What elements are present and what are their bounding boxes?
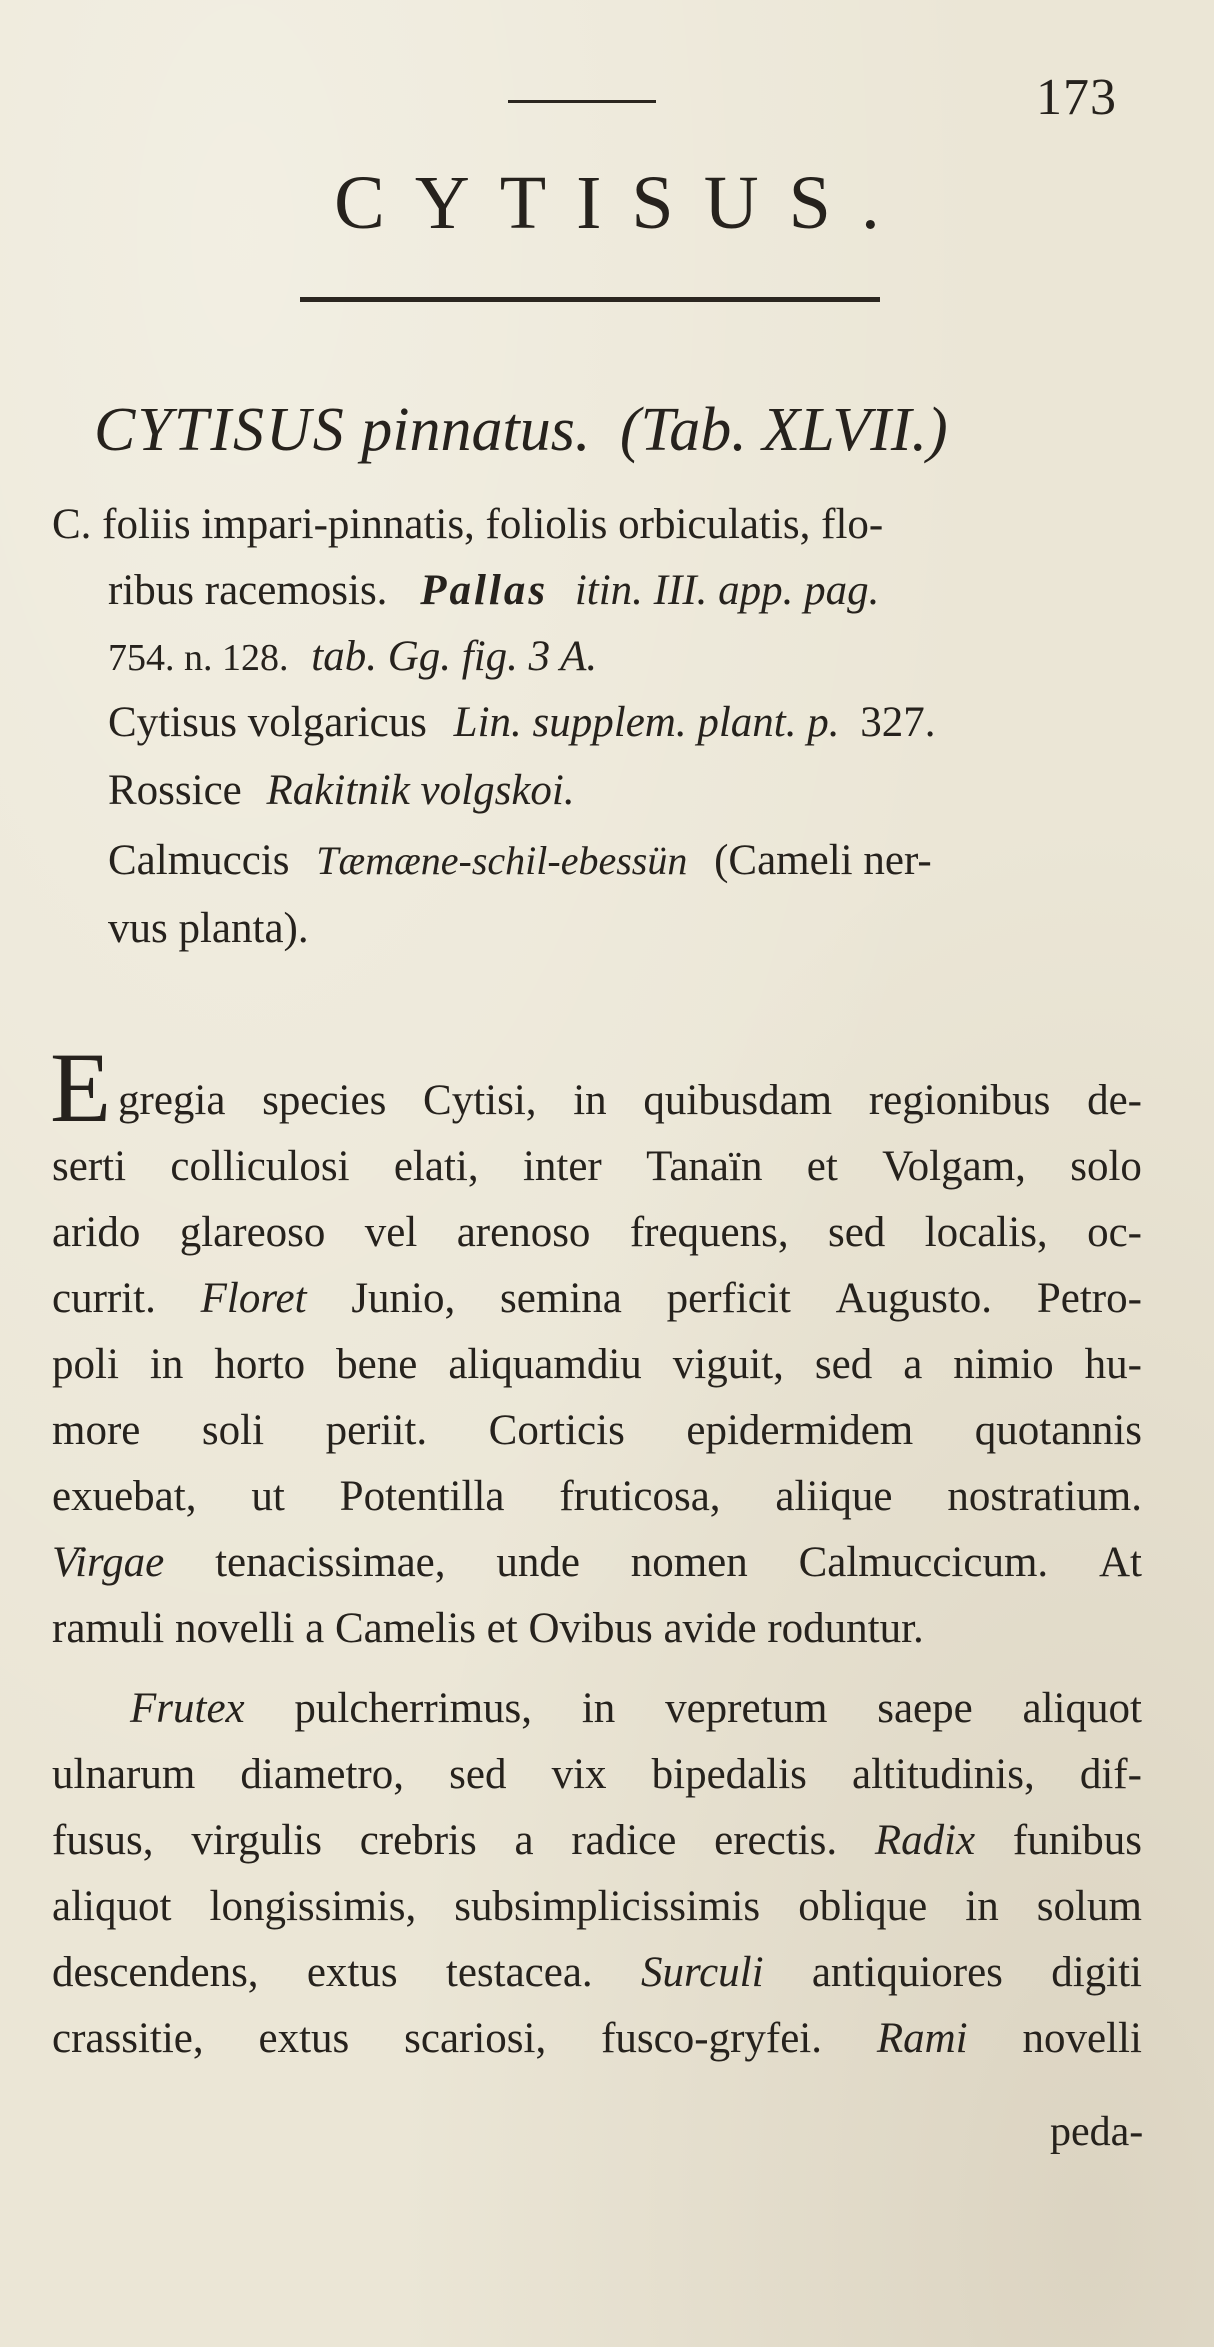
word: scariosi, [404, 2015, 547, 2062]
text-line [52, 1538, 1142, 1587]
synonymy-line [108, 904, 309, 953]
keyword-floret: Floret [200, 1275, 307, 1322]
word: solum [1036, 1883, 1142, 1930]
word: At [1098, 1539, 1142, 1586]
word: longissimis, [209, 1883, 417, 1930]
species-genus: CYTISUS [94, 396, 346, 464]
word: horto [214, 1341, 306, 1388]
word: arido [52, 1209, 141, 1256]
word: fruticosa, [559, 1473, 721, 1520]
word: Augusto. [835, 1275, 993, 1322]
word: epidermidem [686, 1407, 914, 1454]
word: aliique [775, 1473, 893, 1520]
word: periit. [325, 1407, 428, 1454]
text-line [52, 1816, 1142, 1865]
word: aliquamdiu [448, 1341, 642, 1388]
text-line [52, 1208, 1142, 1257]
word: ramuli novelli a Camelis et Ovibus avide roduntur. [52, 1605, 924, 1652]
word: nostratium. [947, 1473, 1142, 1520]
word: funibus [1012, 1817, 1142, 1864]
word: unde [496, 1539, 580, 1586]
word: fusco-gryfei. [601, 2015, 822, 2062]
word: bipedalis [651, 1751, 807, 1798]
word: sed [449, 1751, 507, 1798]
word: novelli [1022, 2015, 1142, 2062]
header-rule [508, 100, 656, 103]
page-number: 173 [1036, 69, 1117, 126]
word: extus [306, 1949, 398, 1996]
word: tenacissimae, [215, 1539, 446, 1586]
word: ut [251, 1473, 285, 1520]
word: oc- [1087, 1209, 1142, 1256]
synonymy-line [52, 500, 883, 549]
word: serti [52, 1143, 127, 1190]
word: species [262, 1077, 387, 1124]
word: Calmuccicum. [798, 1539, 1049, 1586]
word: in [573, 1077, 607, 1124]
word: Potentilla [339, 1473, 505, 1520]
word: saepe [877, 1685, 973, 1732]
word: crebris [359, 1817, 477, 1864]
word: subsimplicissimis [454, 1883, 761, 1930]
text-line [52, 1472, 1142, 1521]
word: vel [364, 1209, 418, 1256]
word: nomen [630, 1539, 748, 1586]
word: vepretum [665, 1685, 828, 1732]
text-line [52, 1948, 1142, 1997]
citation-text: 327. [860, 699, 936, 746]
word: hu- [1084, 1341, 1142, 1388]
word: bene [336, 1341, 418, 1388]
citation-text: Lin. supplem. plant. p. [453, 699, 840, 746]
diagnosis-text: C. foliis impari-pinnatis, foliolis orbiculatis, flo- [52, 501, 884, 548]
vernacular-translation: (Cameli ner- [714, 837, 932, 884]
text-line [130, 1684, 1142, 1733]
diagnosis-text: ribus racemosis. [108, 567, 388, 614]
word: extus [258, 2015, 350, 2062]
word: currit. [52, 1275, 156, 1322]
word: Tanaïn [646, 1143, 763, 1190]
text-line [52, 1604, 1142, 1653]
word: a [903, 1341, 923, 1388]
word: soli [201, 1407, 265, 1454]
species-epithet: pinnatus. [361, 396, 591, 464]
word: gregia [118, 1077, 226, 1124]
keyword-virgae: Virgae [52, 1539, 165, 1586]
synonymy-line [108, 836, 932, 885]
word: aliquot [52, 1883, 172, 1930]
synonymy-line [108, 766, 575, 815]
word: pulcherrimus, [294, 1685, 533, 1732]
word: a [514, 1817, 534, 1864]
word: descendens, [52, 1949, 259, 1996]
word: in [149, 1341, 184, 1388]
drop-cap: E [50, 1032, 112, 1143]
vernacular-name: Tæmæne-schil-ebessün [316, 838, 688, 883]
synonym-name: Cytisus volgaricus [108, 699, 427, 746]
keyword-surculi: Surculi [640, 1949, 764, 1996]
vernacular-language: Calmuccis [108, 837, 290, 884]
word: Junio, [351, 1275, 456, 1322]
title-rule [300, 297, 880, 302]
word: et [806, 1143, 838, 1190]
word: de- [1087, 1077, 1142, 1124]
word: in [965, 1883, 999, 1930]
word: oblique [798, 1883, 928, 1930]
word: dif- [1079, 1751, 1142, 1798]
word: testacea. [445, 1949, 593, 1996]
word: perficit [666, 1275, 791, 1322]
text-line [52, 1340, 1142, 1389]
word: aliquot [1022, 1685, 1142, 1732]
word: in [581, 1685, 616, 1732]
synonymy-line [108, 566, 879, 615]
word: localis, [924, 1209, 1048, 1256]
word: inter [522, 1143, 602, 1190]
catchword: peda- [1050, 2109, 1144, 2155]
word: Corticis [488, 1407, 625, 1454]
word: crassitie, [52, 2015, 204, 2062]
word: nimio [953, 1341, 1054, 1388]
word: more [52, 1407, 141, 1454]
word: sed [814, 1341, 873, 1388]
word: ulnarum [52, 1751, 196, 1798]
word: solo [1070, 1143, 1142, 1190]
citation-text: 754. n. 128. [108, 637, 289, 679]
species-heading [94, 395, 948, 466]
text-line [52, 1406, 1142, 1455]
text-line [52, 1142, 1142, 1191]
keyword-radix: Radix [874, 1817, 976, 1864]
word: regionibus [868, 1077, 1051, 1124]
plate-reference: (Tab. XLVII.) [619, 396, 948, 464]
word: Volgam, [882, 1143, 1026, 1190]
word: glareoso [179, 1209, 326, 1256]
citation-text: tab. Gg. fig. 3 A. [311, 633, 598, 680]
keyword-rami: Rami [876, 2015, 968, 2062]
vernacular-language: Rossice [108, 767, 242, 814]
word: elati, [393, 1143, 479, 1190]
keyword-frutex: Frutex [130, 1685, 245, 1732]
synonymy-line [108, 632, 597, 681]
word: quibusdam [643, 1077, 833, 1124]
word: Cytisi, [423, 1077, 537, 1124]
word: vix [551, 1751, 607, 1798]
section-title: CYTISUS. [334, 161, 910, 245]
word: altitudinis, [851, 1751, 1035, 1798]
text-line [118, 1076, 1142, 1125]
text-line [52, 2014, 1142, 2063]
word: exuebat, [52, 1473, 197, 1520]
word: radice [571, 1817, 677, 1864]
text-line [52, 1882, 1142, 1931]
synonymy-line [108, 698, 936, 747]
word: frequens, [629, 1209, 789, 1256]
word: antiquiores [811, 1949, 1003, 1996]
word: erectis. [714, 1817, 838, 1864]
word: Petro- [1036, 1275, 1142, 1322]
author-name: Pallas [420, 567, 549, 614]
word: diametro, [240, 1751, 405, 1798]
word: quotannis [974, 1407, 1142, 1454]
word: arenoso [456, 1209, 591, 1256]
word: digiti [1051, 1949, 1142, 1996]
word: virgulis [191, 1817, 322, 1864]
word: fusus, [52, 1817, 154, 1864]
citation-text: itin. III. app. pag. [574, 567, 880, 614]
text-line [52, 1750, 1142, 1799]
word: poli [52, 1341, 119, 1388]
word: sed [827, 1209, 886, 1256]
vernacular-name: Rakitnik volgskoi. [266, 767, 575, 814]
word: viguit, [672, 1341, 784, 1388]
word: colliculosi [170, 1143, 350, 1190]
text-line [52, 1274, 1142, 1323]
vernacular-translation: vus planta). [108, 905, 309, 952]
word: semina [500, 1275, 622, 1322]
